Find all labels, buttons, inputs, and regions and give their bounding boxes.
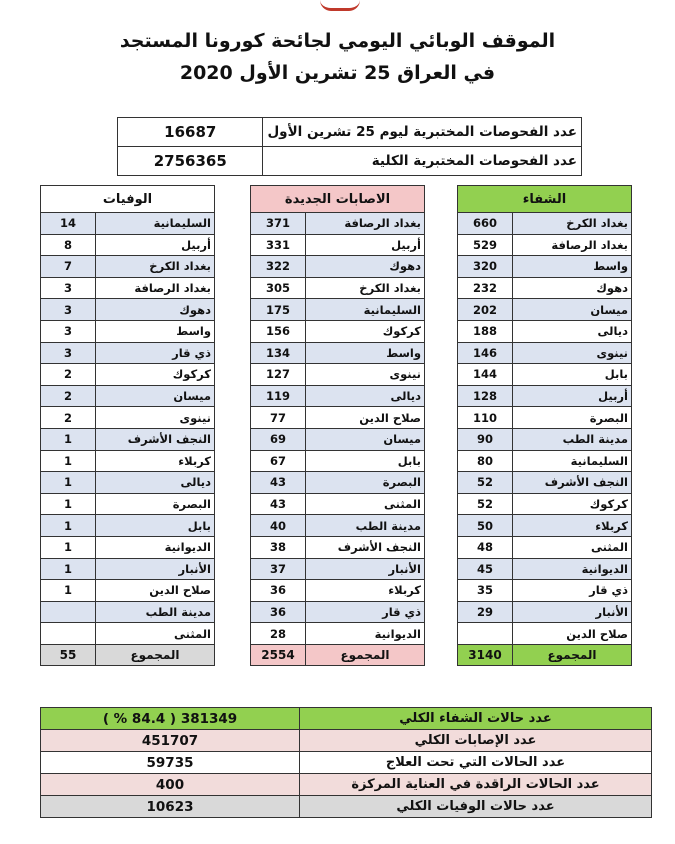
summary-row	[41, 708, 652, 730]
table-row	[41, 623, 215, 645]
governorate-name: النجف الأشرف	[513, 472, 632, 494]
total-row	[458, 644, 632, 666]
table-row	[41, 320, 215, 342]
governorate-name: الأنبار	[96, 558, 215, 580]
table-row	[458, 320, 632, 342]
daily-tests-value: 16687	[118, 118, 263, 147]
governorate-name: واسط	[96, 320, 215, 342]
governorate-name: المثنى	[513, 536, 632, 558]
governorate-name: السليمانية	[513, 450, 632, 472]
governorate-name: أربيل	[513, 385, 632, 407]
summary-label: عدد الحالات التي تحت العلاج	[300, 752, 652, 774]
governorate-name: نينوى	[513, 342, 632, 364]
governorate-name: المثنى	[306, 493, 425, 515]
governorate-name: النجف الأشرف	[306, 536, 425, 558]
summary-row	[41, 752, 652, 774]
count-value: 128	[458, 385, 513, 407]
count-value: 69	[251, 428, 306, 450]
table-row	[41, 299, 215, 321]
count-value: 175	[251, 299, 306, 321]
governorate-name: بغداد الكرخ	[306, 277, 425, 299]
table-row	[41, 428, 215, 450]
table-row	[251, 558, 425, 580]
count-value: 127	[251, 364, 306, 386]
governorate-name: كربلاء	[306, 580, 425, 602]
table-row	[251, 580, 425, 602]
table-row	[458, 428, 632, 450]
governorate-name: البصرة	[306, 472, 425, 494]
governorate-name: بابل	[306, 450, 425, 472]
governorate-name: صلاح الدين	[306, 407, 425, 429]
summary-value: 59735	[41, 752, 300, 774]
summary-label: عدد حالات الشفاء الكلي	[300, 708, 652, 730]
count-value: 2	[41, 407, 96, 429]
daily-tests-row	[118, 118, 582, 147]
totals-summary-table	[40, 707, 652, 818]
table-row	[41, 472, 215, 494]
governorate-name: كربلاء	[513, 515, 632, 537]
table-row	[251, 320, 425, 342]
table-row	[458, 580, 632, 602]
table-row	[251, 407, 425, 429]
table-row	[251, 385, 425, 407]
count-value: 8	[41, 234, 96, 256]
count-value: 77	[251, 407, 306, 429]
count-value: 40	[251, 515, 306, 537]
governorate-name: كركوك	[306, 320, 425, 342]
governorate-name: ديالى	[306, 385, 425, 407]
governorate-name: بغداد الكرخ	[96, 256, 215, 278]
table-row	[41, 493, 215, 515]
table-row	[251, 536, 425, 558]
table-row	[41, 450, 215, 472]
summary-label: عدد حالات الوفيات الكلي	[300, 796, 652, 818]
governorate-name: المثنى	[96, 623, 215, 645]
lab-tests-table	[117, 117, 582, 176]
total-tests-row	[118, 147, 582, 176]
deaths-table	[40, 185, 215, 666]
count-value: 37	[251, 558, 306, 580]
table-row	[458, 213, 632, 235]
table-row	[251, 364, 425, 386]
count-value: 3	[41, 277, 96, 299]
table-row	[251, 601, 425, 623]
count-value: 188	[458, 320, 513, 342]
count-value: 48	[458, 536, 513, 558]
governorate-name: البصرة	[513, 407, 632, 429]
governorate-name: البصرة	[96, 493, 215, 515]
count-value: 7	[41, 256, 96, 278]
count-value: 1	[41, 428, 96, 450]
count-value: 529	[458, 234, 513, 256]
count-value: 28	[251, 623, 306, 645]
new-cases-header: الاصابات الجديدة	[251, 186, 425, 213]
governorate-name: بغداد الكرخ	[513, 213, 632, 235]
table-row	[458, 515, 632, 537]
new-cases-table	[250, 185, 425, 666]
summary-value: 10623	[41, 796, 300, 818]
count-value: 52	[458, 493, 513, 515]
count-value: 134	[251, 342, 306, 364]
count-value: 43	[251, 493, 306, 515]
count-value: 331	[251, 234, 306, 256]
total-row	[251, 644, 425, 666]
count-value: 1	[41, 515, 96, 537]
governorate-name: دهوك	[513, 277, 632, 299]
table-row	[458, 277, 632, 299]
count-value: 36	[251, 580, 306, 602]
table-row	[251, 493, 425, 515]
table-row	[458, 407, 632, 429]
governorate-name: نينوى	[96, 407, 215, 429]
governorate-name: الأنبار	[306, 558, 425, 580]
governorate-name: بغداد الرصافة	[96, 277, 215, 299]
table-row	[41, 342, 215, 364]
total-label: المجموع	[96, 644, 215, 666]
summary-label: عدد الحالات الراقدة في العناية المركزة	[300, 774, 652, 796]
table-row	[458, 256, 632, 278]
governorate-name: مدينة الطب	[513, 428, 632, 450]
report-subtitle-date: في العراق 25 تشرين الأول 2020	[179, 62, 496, 84]
table-row	[458, 342, 632, 364]
governorate-name: ذي قار	[513, 580, 632, 602]
table-row	[458, 601, 632, 623]
count-value: 1	[41, 558, 96, 580]
count-value: 1	[41, 472, 96, 494]
governorate-name: بغداد الرصافة	[513, 234, 632, 256]
table-row	[458, 472, 632, 494]
count-value: 36	[251, 601, 306, 623]
table-row	[41, 234, 215, 256]
governorate-name: السليمانية	[96, 213, 215, 235]
table-row	[458, 385, 632, 407]
total-row	[41, 644, 215, 666]
count-value: 371	[251, 213, 306, 235]
governorate-name: بابل	[513, 364, 632, 386]
count-value: 2	[41, 385, 96, 407]
table-row	[41, 580, 215, 602]
governorate-name: مدينة الطب	[96, 601, 215, 623]
total-value: 55	[41, 644, 96, 666]
count-value: 660	[458, 213, 513, 235]
governorate-name: الأنبار	[513, 601, 632, 623]
count-value: 45	[458, 558, 513, 580]
table-row	[251, 428, 425, 450]
recovered-header-row	[458, 186, 632, 213]
count-value: 232	[458, 277, 513, 299]
ministry-logo	[320, 0, 360, 11]
table-row	[251, 234, 425, 256]
count-value: 146	[458, 342, 513, 364]
table-row	[251, 472, 425, 494]
governorate-name: مدينة الطب	[306, 515, 425, 537]
table-row	[41, 256, 215, 278]
table-row	[458, 299, 632, 321]
governorate-name: نينوى	[306, 364, 425, 386]
summary-label: عدد الإصابات الكلي	[300, 730, 652, 752]
table-row	[458, 364, 632, 386]
count-value: 110	[458, 407, 513, 429]
governorate-name: ميسان	[96, 385, 215, 407]
count-value: 2	[41, 364, 96, 386]
governorate-name: النجف الأشرف	[96, 428, 215, 450]
table-row	[41, 407, 215, 429]
summary-row	[41, 774, 652, 796]
governorate-name: ذي قار	[306, 601, 425, 623]
governorate-name: كربلاء	[96, 450, 215, 472]
table-row	[41, 213, 215, 235]
count-value	[41, 623, 96, 645]
total-tests-value: 2756365	[118, 147, 263, 176]
governorate-name: كركوك	[96, 364, 215, 386]
governorate-name: واسط	[513, 256, 632, 278]
count-value: 35	[458, 580, 513, 602]
count-value: 156	[251, 320, 306, 342]
count-value: 1	[41, 536, 96, 558]
total-label: المجموع	[306, 644, 425, 666]
governorate-name: ديالى	[96, 472, 215, 494]
table-row	[41, 558, 215, 580]
table-row	[41, 364, 215, 386]
table-row	[458, 536, 632, 558]
governorate-name: الديوانية	[306, 623, 425, 645]
count-value: 14	[41, 213, 96, 235]
recovered-table	[457, 185, 632, 666]
total-value: 2554	[251, 644, 306, 666]
count-value: 90	[458, 428, 513, 450]
count-value: 322	[251, 256, 306, 278]
count-value: 3	[41, 320, 96, 342]
governorate-name: واسط	[306, 342, 425, 364]
count-value: 1	[41, 493, 96, 515]
table-row	[251, 623, 425, 645]
governorate-name: الديوانية	[96, 536, 215, 558]
table-row	[41, 515, 215, 537]
count-value: 320	[458, 256, 513, 278]
governorate-name: بابل	[96, 515, 215, 537]
summary-value: 381349 ( 84.4 % )	[41, 708, 300, 730]
governorate-name: صلاح الدين	[96, 580, 215, 602]
table-row	[251, 213, 425, 235]
recovered-header: الشفاء	[458, 186, 632, 213]
table-row	[251, 450, 425, 472]
table-row	[251, 342, 425, 364]
table-row	[41, 277, 215, 299]
new-cases-header-row	[251, 186, 425, 213]
count-value: 52	[458, 472, 513, 494]
count-value: 144	[458, 364, 513, 386]
governorate-name: صلاح الدين	[513, 623, 632, 645]
table-row	[458, 450, 632, 472]
count-value: 3	[41, 299, 96, 321]
table-row	[251, 299, 425, 321]
count-value: 1	[41, 580, 96, 602]
governorate-name: دهوك	[96, 299, 215, 321]
count-value: 202	[458, 299, 513, 321]
table-row	[458, 493, 632, 515]
count-value: 119	[251, 385, 306, 407]
table-row	[251, 515, 425, 537]
governorate-name: ديالى	[513, 320, 632, 342]
daily-tests-label: عدد الفحوصات المختبرية ليوم 25 تشرين الأول	[263, 118, 582, 147]
summary-value: 400	[41, 774, 300, 796]
count-value: 80	[458, 450, 513, 472]
count-value: 43	[251, 472, 306, 494]
governorate-name: ميسان	[513, 299, 632, 321]
governorate-name: أربيل	[306, 234, 425, 256]
count-value: 38	[251, 536, 306, 558]
governorate-name: كركوك	[513, 493, 632, 515]
governorate-name: ذي قار	[96, 342, 215, 364]
count-value: 67	[251, 450, 306, 472]
summary-value: 451707	[41, 730, 300, 752]
count-value: 29	[458, 601, 513, 623]
total-value: 3140	[458, 644, 513, 666]
table-row	[41, 385, 215, 407]
deaths-header-row	[41, 186, 215, 213]
governorate-name: بغداد الرصافة	[306, 213, 425, 235]
governorate-name: أربيل	[96, 234, 215, 256]
deaths-header: الوفيات	[41, 186, 215, 213]
total-tests-label: عدد الفحوصات المختبرية الكلية	[263, 147, 582, 176]
count-value: 305	[251, 277, 306, 299]
table-row	[458, 558, 632, 580]
governorate-name: دهوك	[306, 256, 425, 278]
count-value: 3	[41, 342, 96, 364]
table-row	[41, 601, 215, 623]
count-value: 1	[41, 450, 96, 472]
table-row	[251, 277, 425, 299]
governorate-name: الديوانية	[513, 558, 632, 580]
table-row	[458, 234, 632, 256]
total-label: المجموع	[513, 644, 632, 666]
count-value: 50	[458, 515, 513, 537]
governorate-name: السليمانية	[306, 299, 425, 321]
table-row	[458, 623, 632, 645]
count-value	[458, 623, 513, 645]
report-title: الموقف الوبائي اليومي لجائحة كورونا المستجد	[119, 30, 556, 52]
count-value	[41, 601, 96, 623]
table-row	[251, 256, 425, 278]
summary-row	[41, 730, 652, 752]
table-row	[41, 536, 215, 558]
governorate-name: ميسان	[306, 428, 425, 450]
summary-row	[41, 796, 652, 818]
